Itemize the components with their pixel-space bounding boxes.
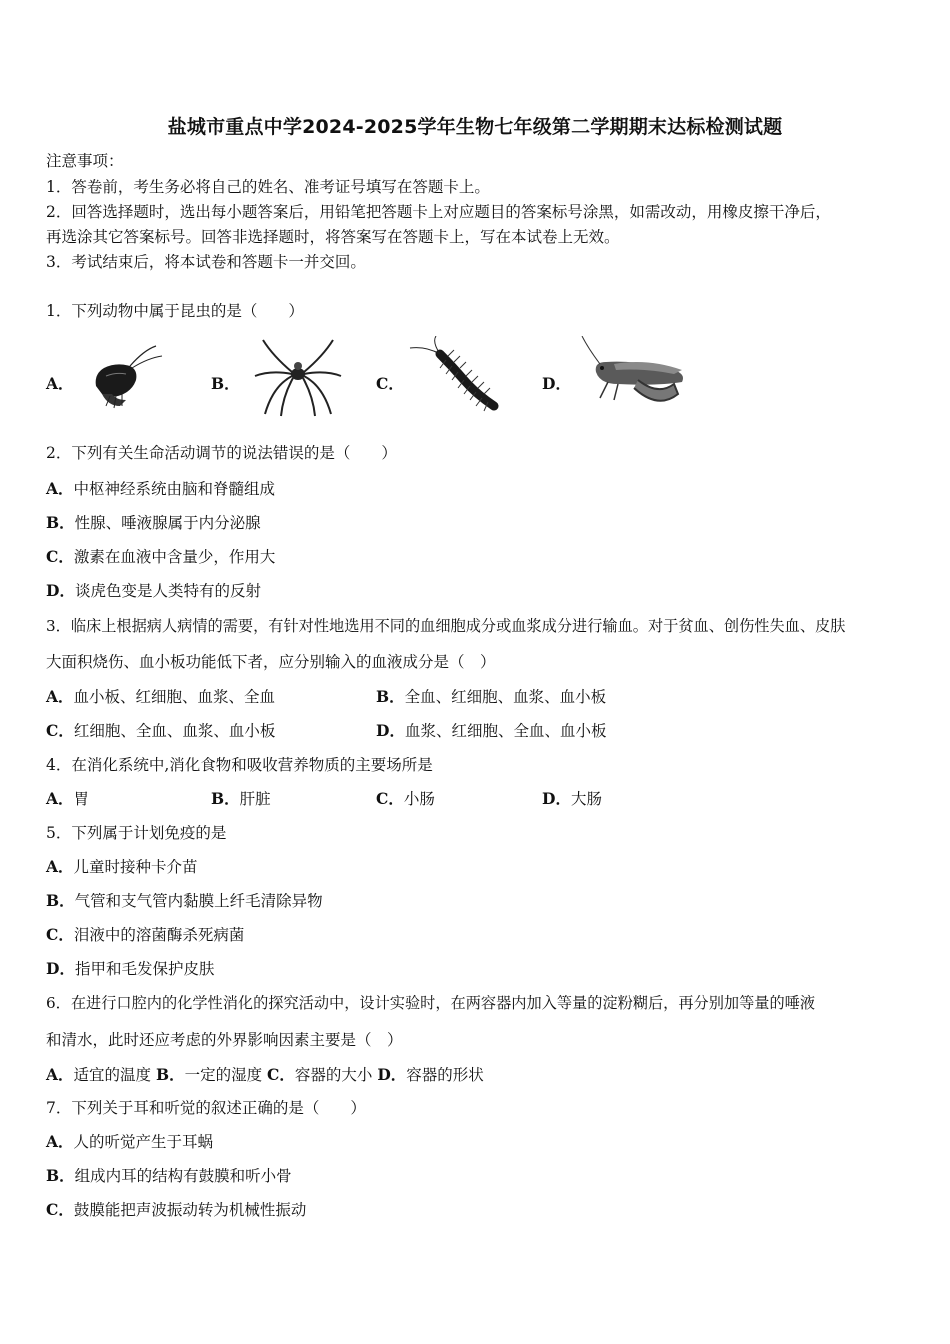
question-3-stem-cont: 大面积烧伤、血小板功能低下者，应分别输入的血液成分是（ ） <box>46 653 496 671</box>
option-letter: B． <box>376 687 405 706</box>
option-letter: B． <box>211 374 240 393</box>
option-letter: A． <box>46 857 74 876</box>
option-letter: C． <box>46 925 74 944</box>
centipede-icon <box>402 336 512 416</box>
notice-heading: 注意事项： <box>46 152 124 170</box>
option-text: 组成内耳的结构有鼓膜和听小骨 <box>74 1167 292 1185</box>
option-item <box>46 581 261 601</box>
option-item <box>46 721 275 741</box>
option-text: 性腺、唾液腺属于内分泌腺 <box>74 514 261 532</box>
option-text: 肝脏 <box>239 790 271 808</box>
grasshopper-icon <box>578 336 698 416</box>
option-item <box>211 789 271 809</box>
option-text: 大肠 <box>570 790 602 808</box>
option-letter: D． <box>542 374 571 393</box>
option-item <box>542 789 602 809</box>
option-text: 容器的大小 <box>294 1066 373 1084</box>
option-text: 儿童时接种卡介苗 <box>73 858 198 876</box>
option-item <box>46 687 275 707</box>
page-title: 盐城市重点中学2024-2025学年生物七年级第二学期期末达标检测试题 <box>167 116 783 138</box>
option-letter: A． <box>46 479 74 498</box>
question-7-stem: 7．下列关于耳和听觉的叙述正确的是（ ） <box>46 1099 366 1117</box>
option-letter: C． <box>46 1200 74 1219</box>
option-item <box>46 959 214 979</box>
option-letter: B． <box>46 891 75 910</box>
question-3-stem: 3．临床上根据病人病情的需要，有针对性地选用不同的血细胞成分或血浆成分进行输血。对于贫血、创伤性失血、皮肤 <box>46 617 846 635</box>
notice-item: 2．回答选择题时，选出每小题答案后，用铅笔把答题卡上对应题目的答案标号涂黑，如需改动，用橡皮擦干净后， <box>46 203 831 221</box>
notice-item: 再选涂其它答案标号。回答非选择题时，将答案写在答题卡上，写在本试卷上无效。 <box>46 228 620 246</box>
option-letter: A． <box>46 687 74 706</box>
option-letter: D． <box>46 959 75 978</box>
option-letter: C． <box>46 547 74 566</box>
option-letter: B． <box>46 1166 75 1185</box>
option-text: 指甲和毛发保护皮肤 <box>74 960 215 978</box>
option-item <box>46 789 89 809</box>
option-item <box>376 789 435 809</box>
option-item <box>46 1166 292 1186</box>
option-letter: C． <box>267 1065 295 1084</box>
option-item <box>376 687 606 707</box>
option-text: 容器的形状 <box>406 1066 484 1084</box>
option-letter: A． <box>46 1065 74 1084</box>
option-text: 谈虎色变是人类特有的反射 <box>74 582 261 600</box>
notice-item: 3．考试结束后，将本试卷和答题卡一并交回。 <box>46 253 366 271</box>
option-item <box>46 547 275 567</box>
question-1-stem: 1．下列动物中属于昆虫的是（ ） <box>46 302 304 320</box>
question-4-stem: 4．在消化系统中,消化食物和吸收营养物质的主要场所是 <box>46 756 433 774</box>
option-text: 一定的湿度 <box>184 1066 263 1084</box>
question-1-options <box>46 336 906 426</box>
option-text: 小肠 <box>403 790 435 808</box>
option-text: 血小板、红细胞、血浆、全血 <box>73 688 276 706</box>
option-item <box>46 891 323 911</box>
option-letter: C． <box>376 789 404 808</box>
option-item <box>46 479 275 499</box>
shrimp-icon <box>86 336 166 416</box>
question-5-stem: 5．下列属于计划免疫的是 <box>46 824 227 842</box>
option-text: 胃 <box>73 790 90 808</box>
option-letter: A． <box>46 789 74 808</box>
option-item <box>46 1200 306 1220</box>
option-letter: A． <box>46 1132 74 1151</box>
option-text: 气管和支气管内黏膜上纤毛清除异物 <box>74 892 323 910</box>
option-letter: D． <box>46 581 75 600</box>
option-text: 全血、红细胞、血浆、血小板 <box>404 688 607 706</box>
option-row <box>46 1065 484 1085</box>
option-letter: B． <box>211 789 240 808</box>
option-item <box>46 513 261 533</box>
option-item <box>46 1132 213 1152</box>
option-text: 激素在血液中含量少，作用大 <box>73 548 276 566</box>
option-item <box>376 721 606 741</box>
option-item <box>46 857 198 877</box>
question-2-stem: 2．下列有关生命活动调节的说法错误的是（ ） <box>46 444 397 462</box>
question-6-stem-cont: 和清水，此时还应考虑的外界影响因素主要是（ ） <box>46 1031 403 1049</box>
option-letter: A． <box>46 374 74 393</box>
option-text: 血浆、红细胞、全血、血小板 <box>404 722 607 740</box>
spider-icon <box>243 336 353 422</box>
option-text: 适宜的温度 <box>73 1066 152 1084</box>
option-letter: C． <box>46 721 74 740</box>
option-letter: C． <box>376 374 404 393</box>
option-text: 人的听觉产生于耳蜗 <box>73 1133 214 1151</box>
option-letter: B． <box>46 513 75 532</box>
option-text: 红细胞、全血、血浆、血小板 <box>73 722 276 740</box>
option-text: 泪液中的溶菌酶杀死病菌 <box>73 926 245 944</box>
option-letter: D． <box>376 721 405 740</box>
option-letter: D． <box>377 1065 407 1084</box>
notice-item: 1．答卷前，考生务必将自己的姓名、准考证号填写在答题卡上。 <box>46 178 490 196</box>
option-letter: D． <box>542 789 571 808</box>
option-item <box>46 925 244 945</box>
option-text: 中枢神经系统由脑和脊髓组成 <box>73 480 276 498</box>
option-letter: B． <box>155 1065 185 1084</box>
option-text: 鼓膜能把声波振动转为机械性振动 <box>73 1201 307 1219</box>
question-6-stem: 6．在进行口腔内的化学性消化的探究活动中，设计实验时，在两容器内加入等量的淀粉糊后，再分别加等量的唾液 <box>46 994 816 1012</box>
